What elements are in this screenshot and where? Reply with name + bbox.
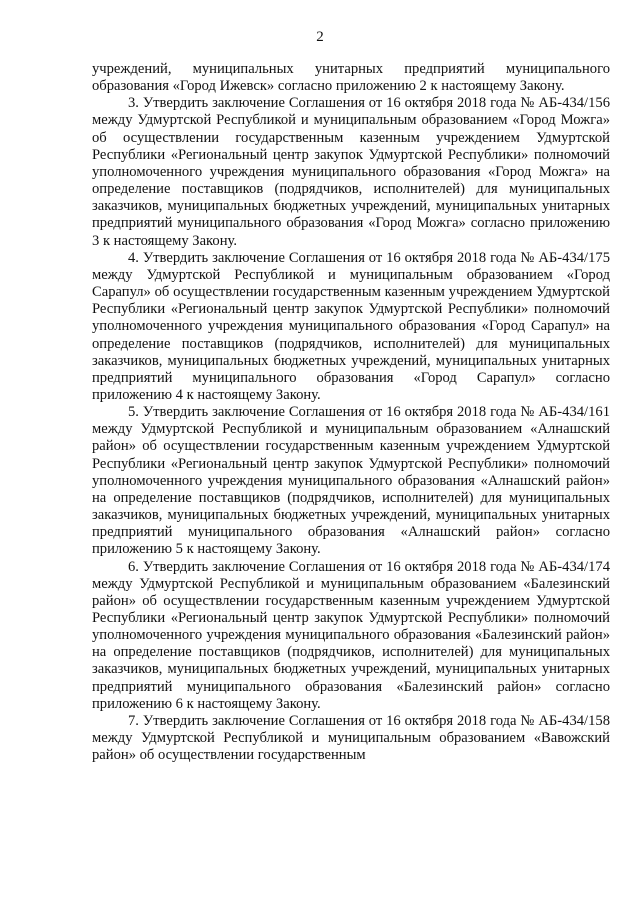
paragraph-item-5: 5. Утвердить заключение Соглашения от 16 октября 2018 года № АБ-434/161 между Удмуртской Республикой и муниципальным образованием «Алнашский район» об осуществлении государственным казенным учреждением Удмуртской Республики «Региональный центр закупок Удмуртской Республики» полномочий уполномоченного учреждения муниципального образования «Алнашский район» на определение поставщиков (подрядчиков, исполнителей) для муниципальных заказчиков, муниципальных бюджетных учреждений, муниципальных унитарных предприятий муниципального образования «Алнашский район» согласно приложению 5 к настоящему Закону.: [92, 404, 610, 558]
paragraph-item-4: 4. Утвердить заключение Соглашения от 16 октября 2018 года № АБ-434/175 между Удмуртской Республикой и муниципальным образованием «Город Сарапул» об осуществлении государственным казенным учреждением Удмуртской Республики «Региональный центр закупок Удмуртской Республики» полномочий уполномоченного учреждения муниципального образования «Город Сарапул» на определение поставщиков (подрядчиков, исполнителей) для муниципальных заказчиков, муниципальных бюджетных учреждений, муниципальных унитарных предприятий муниципального образования «Город Сарапул» согласно приложению 4 к настоящему Закону.: [92, 249, 610, 403]
page-number: 2: [316, 29, 324, 45]
paragraph-continuation: учреждений, муниципальных унитарных предприятий муниципального образования «Город Ижевск» согласно приложению 2 к настоящему Закону.: [92, 61, 610, 95]
document-body: [92, 61, 610, 764]
paragraph-item-7: 7. Утвердить заключение Соглашения от 16 октября 2018 года № АБ-434/158 между Удмуртской Республикой и муниципальным образованием «Вавожский район» об осуществлении государственным: [92, 712, 610, 764]
paragraph-item-6: 6. Утвердить заключение Соглашения от 16 октября 2018 года № АБ-434/174 между Удмуртской Республикой и муниципальным образованием «Балезинский район» об осуществлении государственным казенным учреждением Удмуртской Республики «Региональный центр закупок Удмуртской Республики» полномочий уполномоченного учреждения муниципального образования «Балезинский район» на определение поставщиков (подрядчиков, исполнителей) для муниципальных заказчиков, муниципальных бюджетных учреждений, муниципальных унитарных предприятий муниципального образования «Балезинский район» согласно приложению 6 к настоящему Закону.: [92, 558, 610, 712]
paragraph-item-3: 3. Утвердить заключение Соглашения от 16 октября 2018 года № АБ-434/156 между Удмуртской Республикой и муниципальным образованием «Город Можга» об осуществлении государственным казенным учреждением Удмуртской Республики «Региональный центр закупок Удмуртской Республики» полномочий уполномоченного учреждения муниципального образования «Город Можга» на определение поставщиков (подрядчиков, исполнителей) для муниципальных заказчиков, муниципальных бюджетных учреждений, муниципальных унитарных предприятий муниципального образования «Город Можга» согласно приложению 3 к настоящему Закону.: [92, 95, 610, 249]
